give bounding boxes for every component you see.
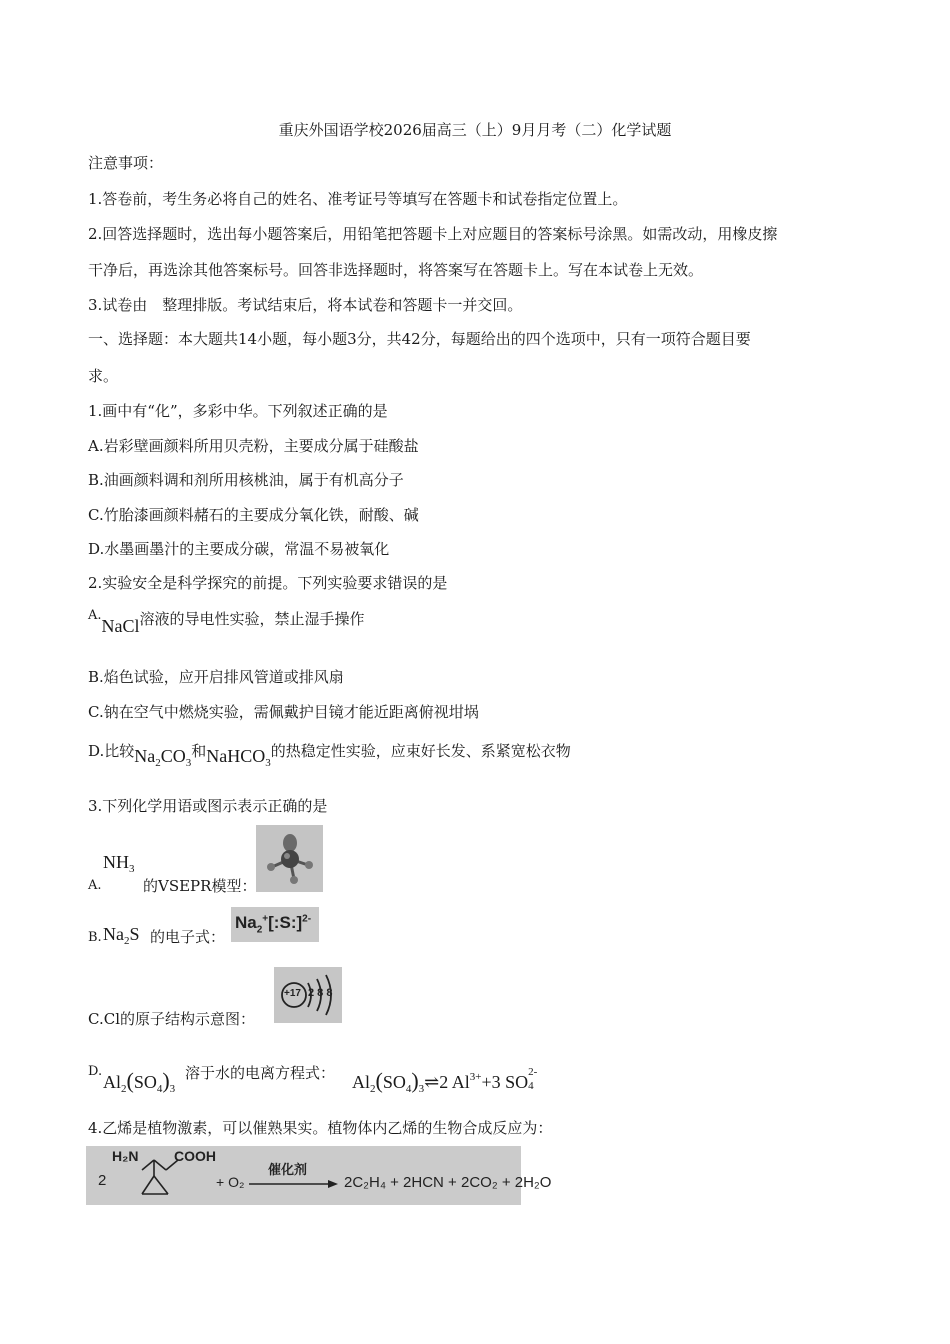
notice-heading: 注意事项：: [88, 154, 164, 172]
q3-b-f-sub: 2: [124, 935, 130, 947]
q2-stem: 2.实验安全是科学探究的前提。下列实验要求错误的是: [88, 574, 448, 592]
eq-so: SO: [382, 1072, 406, 1092]
eq-coef1: 2: [439, 1072, 449, 1092]
section-heading-cont: 求。: [88, 367, 119, 385]
nucleus-label: +17: [284, 988, 301, 999]
q3-c-text: C.Cl的原子结构示意图：: [88, 1010, 255, 1028]
reaction-coefficient: 2: [98, 1172, 107, 1189]
eq-al: Al: [352, 1072, 370, 1092]
q3-a-label: A.: [88, 878, 102, 893]
q2-a-text: 溶液的导电性实验，禁止湿手操作: [139, 610, 365, 628]
q3-b-f-a: Na: [103, 924, 124, 944]
q3-d-label: D.: [88, 1064, 103, 1079]
reaction-equation-image: [86, 1146, 552, 1205]
notice-item-1: 1.答卷前，考生务必将自己的姓名、准考证号等填写在答题卡和试卷指定位置上。: [88, 190, 628, 208]
vsepr-model-image: [256, 825, 323, 892]
q2-option-d: [88, 740, 571, 767]
q2-option-b: B.焰色试验，应开启排风管道或排风扇: [88, 668, 344, 686]
q2-d-prefix: D.比较: [88, 742, 135, 760]
electron-formula-image: [231, 907, 319, 942]
q2-d-nahco3: [206, 746, 271, 769]
q2-option-a: [88, 608, 365, 636]
q3-a-formula-a: NH: [103, 852, 129, 872]
ionization-equation: $Al_2(SO_4)_3\rightleftharpoons 2$ $Al^{3+}+3$ SO 2- 4: [352, 1066, 538, 1095]
q3-d-so-sub: 4: [156, 1083, 163, 1095]
q2-a-label: A.: [88, 608, 102, 623]
shell-electrons: 2 8 8: [308, 987, 333, 999]
q4-stem: 4.乙烯是植物激素，可以催熟果实。植物体内乙烯的生物合成反应为：: [88, 1119, 553, 1137]
q3-a-formula: [103, 852, 135, 875]
q3-d-so: SO: [133, 1072, 157, 1092]
section-heading: 一、选择题：本大题共14小题，每小题3分，共42分，每题给出的四个选项中，只有一项符合题目要: [88, 330, 751, 348]
q2-d-f2-sub: 3: [265, 757, 271, 769]
q2-d-f1-b: CO: [160, 746, 186, 766]
q3-d-text: 溶于水的电离方程式：: [185, 1064, 336, 1082]
page-title: 重庆外国语学校2026届高三（上）9月月考（二）化学试题: [278, 121, 672, 139]
q2-a-formula: NaCl: [101, 616, 140, 636]
img-na-sup: +: [262, 913, 269, 925]
q2-d-f1-sub2: 3: [185, 757, 192, 769]
q3-a-text: 的VSEPR模型：: [143, 877, 257, 895]
q3-d-formula: $Al_2(SO_4)_3$: [103, 1068, 176, 1095]
q2-option-c: C.钠在空气中燃烧实验，需佩戴护目镜才能近距离俯视坩埚: [88, 703, 479, 721]
q3-stem: 3.下列化学用语或图示表示正确的是: [88, 797, 328, 815]
img-na: Na: [235, 913, 257, 932]
q2-d-na2co3: [134, 746, 192, 769]
img-na-sub: 2: [256, 924, 263, 936]
q1-option-c: C.竹胎漆画颜料赭石的主要成分氧化铁，耐酸、碱: [88, 506, 419, 524]
notice-item-2a: 2.回答选择题时，选出每小题答案后，用铅笔把答题卡上对应题目的答案标号涂黑。如需改动，用橡皮擦: [88, 225, 778, 243]
q1-option-a: A.岩彩壁画颜料所用贝壳粉，主要成分属于硅酸盐: [88, 437, 419, 455]
eq-ion2-sup: 2-: [528, 1066, 538, 1078]
q3-d-paren-sub: 3: [169, 1083, 176, 1095]
q2-d-f1-a: Na: [134, 746, 156, 766]
q3-b-text: 的电子式：: [150, 928, 226, 946]
carboxyl-group: COOH: [174, 1148, 216, 1164]
q3-a-formula-sub: 3: [129, 863, 135, 875]
atomic-structure-image: [274, 967, 342, 1023]
q2-d-f1-sub1: 2: [155, 757, 161, 769]
q3-d-al: Al: [103, 1072, 121, 1092]
q2-d-suffix: 的热稳定性实验，应束好长发、系紧宽松衣物: [270, 742, 571, 760]
eq-coef2: 3: [491, 1072, 501, 1092]
notice-item-2b: 干净后，再选涂其他答案标号。回答非选择题时，将答案写在答题卡上。写在本试卷上无效。: [88, 261, 704, 279]
eq-ion2: SO: [505, 1072, 529, 1092]
equilibrium-arrow: ⇌: [424, 1072, 440, 1092]
eq-plus: +: [481, 1072, 492, 1092]
q1-option-b: B.油画颜料调和剂所用核桃油，属于有机高分子: [88, 471, 404, 489]
q2-d-f2-a: NaHCO: [206, 746, 266, 766]
oxygen-reactant: + O₂: [216, 1174, 245, 1190]
vsepr-model-icon: [256, 825, 323, 892]
reaction-products: 2C₂H₄ + 2HCN + 2CO₂ + 2H₂O: [344, 1174, 552, 1191]
eq-al-sub: 2: [370, 1083, 376, 1095]
eq-ion1-sup: 3+: [469, 1071, 482, 1083]
eq-so-sub: 4: [405, 1083, 412, 1095]
q3-b-f-b: S: [129, 924, 140, 944]
img-s: S: [279, 913, 291, 932]
q1-option-d: D.水墨画墨汁的主要成分碳，常温不易被氧化: [88, 540, 390, 558]
eq-ion1: Al: [451, 1072, 470, 1092]
q3-d-al-sub: 2: [121, 1083, 127, 1095]
eq-paren-sub: 3: [418, 1083, 425, 1095]
electron-formula-drawing: $Na_2^+[:S:]^{2-}$: [235, 913, 312, 936]
q3-b-formula: [103, 924, 140, 947]
notice-item-3: 3.试卷由 整理排版。考试结束后，将本试卷和答题卡一并交回。: [88, 296, 523, 314]
amino-group: H₂N: [112, 1148, 139, 1164]
catalyst-label: 催化剂: [268, 1163, 308, 1178]
q2-d-and: 和: [191, 742, 207, 760]
eq-ion2-sub: 4: [528, 1080, 534, 1092]
q3-b-label: B.: [88, 930, 102, 945]
img-charge: 2-: [302, 913, 312, 925]
q1-stem: 1.画中有“化”，多彩中华。下列叙述正确的是: [88, 402, 388, 420]
